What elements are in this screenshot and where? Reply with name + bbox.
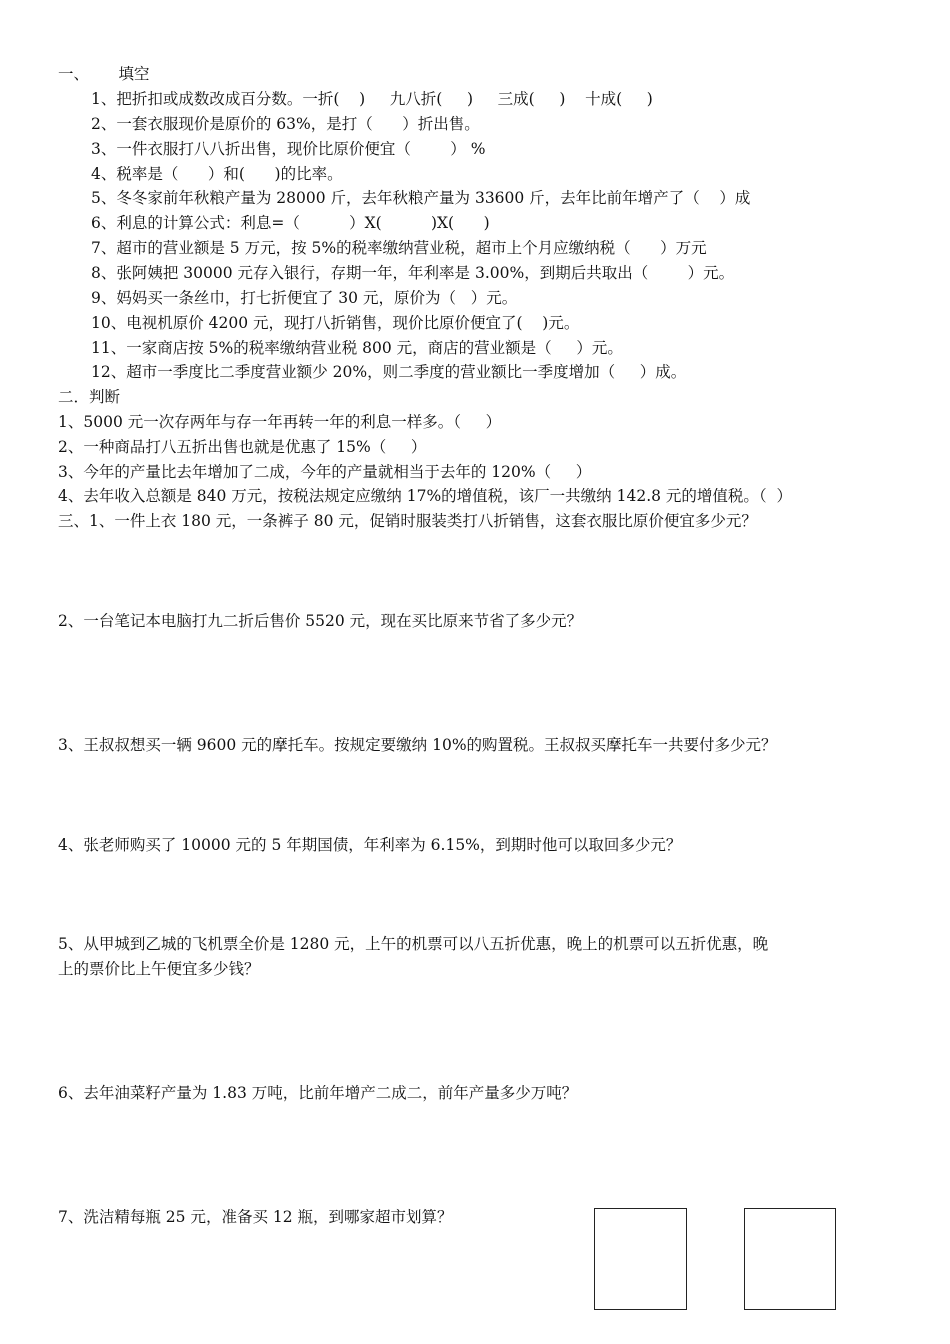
fill-item-10: 10、电视机原价 4200 元，现打八折销售，现价比原价便宜了( )元。	[91, 314, 580, 332]
fill-item-12: 12、超市一季度比二季度营业额少 20%，则二季度的营业额比一季度增加（ ）成。	[91, 363, 687, 381]
problem-3: 3、王叔叔想买一辆 9600 元的摩托车。按规定要缴纳 10%的购置税。王叔叔买摩托车一共要付多少元？	[58, 736, 777, 754]
fill-item-7: 7、超市的营业额是 5 万元，按 5%的税率缴纳营业税，超市上个月应缴纳税（ ）万元	[91, 239, 707, 257]
fill-item-1: 1、把折扣或成数改成百分数。一折( ) 九八折( ) 三成( ) 十成( )	[91, 90, 653, 108]
fill-item-6: 6、利息的计算公式：利息=（ ）X( )X( )	[91, 214, 490, 232]
section2-heading: 二．判断	[58, 388, 121, 406]
problem-1: 三、1、一件上衣 180 元，一条裤子 80 元，促销时服装类打八折销售，这套衣服比原价便宜多少元？	[58, 512, 757, 530]
problem-4: 4、张老师购买了 10000 元的 5 年期国债，年利率为 6.15%，到期时他可以取回多少元？	[58, 836, 682, 854]
section1-heading: 一、 填空	[58, 65, 150, 83]
problem-2: 2、一台笔记本电脑打九二折后售价 5520 元，现在买比原来节省了多少元？	[58, 612, 583, 630]
judge-item-1: 1、5000 元一次存两年与存一年再转一年的利息一样多。（ ）	[58, 413, 502, 431]
fill-item-11: 11、一家商店按 5%的税率缴纳营业税 800 元，商店的营业额是（ ）元。	[91, 339, 623, 357]
fill-item-3: 3、一件衣服打八八折出售，现价比原价便宜（ ） %	[91, 140, 486, 158]
fill-item-8: 8、张阿姨把 30000 元存入银行，存期一年，年利率是 3.00%，到期后共取出（ ）元。	[91, 264, 735, 282]
problem-7: 7、洗洁精每瓶 25 元，准备买 12 瓶，到哪家超市划算？	[58, 1208, 453, 1226]
fill-item-9: 9、妈妈买一条丝巾，打七折便宜了 30 元，原价为（ ）元。	[91, 289, 518, 307]
problem-6: 6、去年油菜籽产量为 1.83 万吨，比前年增产二成二，前年产量多少万吨？	[58, 1084, 578, 1102]
answer-box-left	[594, 1208, 687, 1310]
fill-item-2: 2、一套衣服现价是原价的 63%，是打（ ）折出售。	[91, 115, 480, 133]
judge-item-3: 3、今年的产量比去年增加了二成，今年的产量就相当于去年的 120%（ ）	[58, 463, 592, 481]
fill-item-5: 5、冬冬家前年秋粮产量为 28000 斤，去年秋粮产量为 33600 斤，去年比前年增产了（ ）成	[91, 189, 751, 207]
problem-5-line-1: 5、从甲城到乙城的飞机票全价是 1280 元，上午的机票可以八五折优惠，晚上的机票可以五折优惠，晚	[58, 935, 769, 953]
problem-5-line-2: 上的票价比上午便宜多少钱？	[58, 960, 260, 978]
judge-item-2: 2、一种商品打八五折出售也就是优惠了 15%（ ）	[58, 438, 427, 456]
fill-item-4: 4、税率是（ ）和( )的比率。	[91, 165, 343, 183]
judge-item-4: 4、去年收入总额是 840 万元，按税法规定应缴纳 17%的增值税，该厂一共缴纳 142.8 元的增值税。（ ）	[58, 487, 793, 505]
answer-box-right	[744, 1208, 836, 1310]
